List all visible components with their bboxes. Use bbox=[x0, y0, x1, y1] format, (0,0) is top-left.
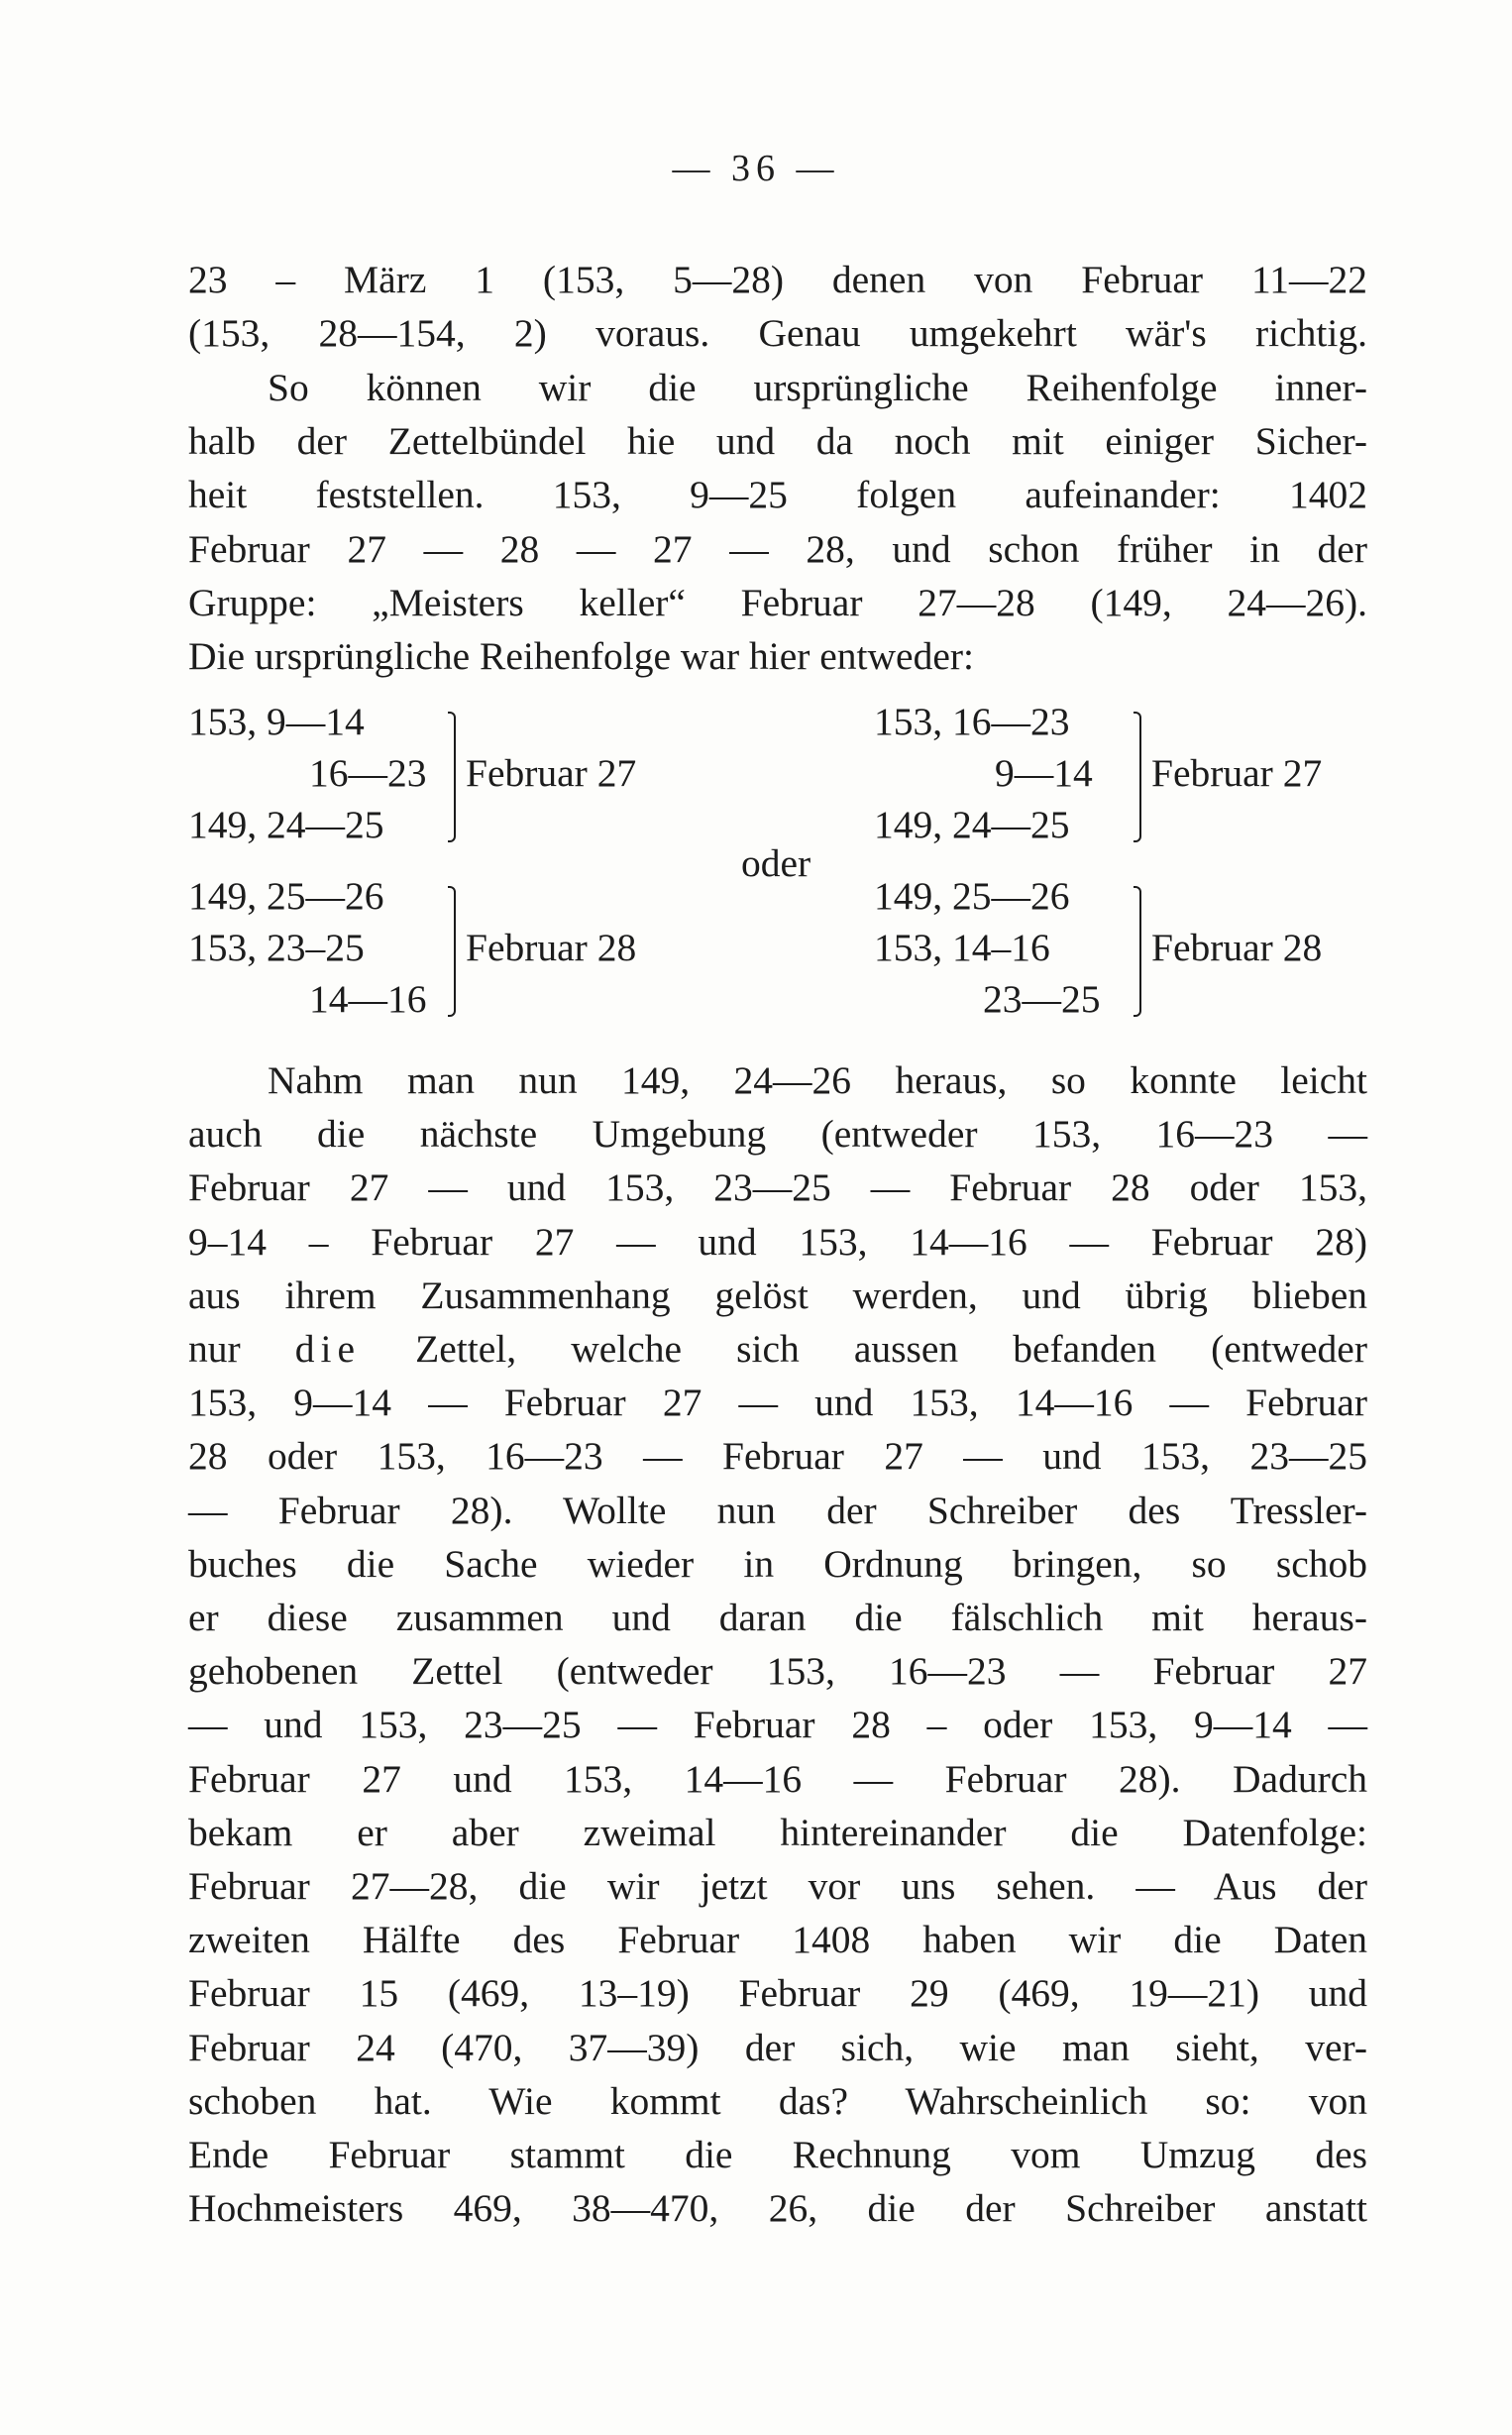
text-line: Hochmeisters 469, 38—470, 26, die der Schreiber anstatt bbox=[188, 2186, 1367, 2231]
schema-month: Februar 27 bbox=[1151, 751, 1323, 795]
text-line: Februar 27 und 153, 14—16 — Februar 28). Dadurch bbox=[188, 1756, 1367, 1801]
text-line: buches die Sache wieder in Ordnung bringen, so schob bbox=[188, 1541, 1367, 1586]
text-line: Ende Februar stammt die Rechnung vom Umzug des bbox=[188, 2133, 1367, 2177]
text-line: Februar 27—28, die wir jetzt vor uns sehen. — Aus der bbox=[188, 1864, 1367, 1909]
schema-entry: 153, 14–16 bbox=[874, 926, 1050, 969]
text-line: gehobenen Zettel (entweder 153, 16—23 — Februar 27 bbox=[188, 1649, 1367, 1694]
text-line: heit feststellen. 153, 9—25 folgen aufeinander: 1402 bbox=[188, 473, 1367, 517]
text-line: 9–14 – Februar 27 — und 153, 14—16 — Februar 28) bbox=[188, 1219, 1367, 1264]
curly-brace-icon bbox=[1134, 712, 1141, 842]
schema-entry: 149, 24—25 bbox=[188, 803, 384, 846]
text-line: Die ursprüngliche Reihenfolge war hier entweder: bbox=[188, 634, 974, 679]
page-number: — 36 — bbox=[672, 148, 840, 189]
schema-entry: 149, 25—26 bbox=[874, 874, 1070, 918]
paragraph-sequence-intro bbox=[188, 361, 1367, 683]
text-line-spaced bbox=[188, 1322, 1367, 1376]
schema-month: Februar 28 bbox=[466, 926, 637, 969]
text-line: 28 oder 153, 16—23 — Februar 27 — und 153, 23—25 bbox=[188, 1434, 1367, 1479]
schema-entry: 9—14 bbox=[995, 751, 1093, 795]
schema-entry: 14—16 bbox=[309, 977, 427, 1021]
text-line: Gruppe: „Meisters keller“ Februar 27—28 (149, 24—26). bbox=[188, 580, 1367, 624]
text-line: auch die nächste Umgebung (entweder 153, 16—23 — bbox=[188, 1112, 1367, 1157]
text-line: Februar 15 (469, 13–19) Februar 29 (469, 19—21) und bbox=[188, 1971, 1367, 2016]
text-line: bekam er aber zweimal hintereinander die Datenfolge: bbox=[188, 1810, 1367, 1854]
curly-brace-icon bbox=[448, 712, 456, 842]
text-line: So können wir die ursprüngliche Reihenfolge inner- bbox=[268, 366, 1367, 409]
text-line: 153, 9—14 — Februar 27 — und 153, 14—16 — Februar bbox=[188, 1381, 1367, 1425]
text-line: — Februar 28). Wollte nun der Schreiber des Tressler- bbox=[188, 1488, 1367, 1532]
schema-entry: 153, 9—14 bbox=[188, 700, 365, 743]
paragraph-continuation bbox=[188, 253, 1367, 360]
schema-separator: oder bbox=[741, 841, 811, 885]
text-word: Zettel, welche sich aussen befanden (entweder bbox=[415, 1327, 1367, 1372]
text-line: aus ihrem Zusammenhang gelöst werden, und übrig blieben bbox=[188, 1273, 1367, 1317]
paragraph-analysis bbox=[188, 1053, 1367, 2235]
curly-brace-icon bbox=[448, 886, 456, 1017]
schema-entry: 153, 23–25 bbox=[188, 926, 365, 969]
schema-entry: 153, 16—23 bbox=[874, 700, 1070, 743]
text-line: Februar 27 — 28 — 27 — 28, und schon früher in der bbox=[188, 526, 1367, 571]
curly-brace-icon bbox=[1134, 886, 1141, 1017]
schema-entry: 149, 25—26 bbox=[188, 874, 384, 918]
schema-month: Februar 28 bbox=[1151, 926, 1323, 969]
schema-month: Februar 27 bbox=[466, 751, 637, 795]
text-line: 23 – März 1 (153, 5—28) denen von Februar 11—22 bbox=[188, 258, 1367, 301]
schema-entry: 16—23 bbox=[309, 751, 427, 795]
schema-entry: 149, 24—25 bbox=[874, 803, 1070, 846]
text-line: — und 153, 23—25 — Februar 28 – oder 153, 9—14 — bbox=[188, 1703, 1367, 1747]
text-line: schoben hat. Wie kommt das? Wahrscheinlich so: von bbox=[188, 2078, 1367, 2123]
text-line: Februar 27 — und 153, 23—25 — Februar 28 oder 153, bbox=[188, 1165, 1367, 1210]
schema-entry: 23—25 bbox=[983, 977, 1101, 1021]
emphasized-word: die bbox=[294, 1327, 362, 1372]
text-line: Nahm man nun 149, 24—26 heraus, so konnte leicht bbox=[268, 1058, 1367, 1102]
text-line: zweiten Hälfte des Februar 1408 haben wir die Daten bbox=[188, 1918, 1367, 1962]
text-line: er diese zusammen und daran die fälschlich mit heraus- bbox=[188, 1596, 1367, 1640]
text-line: (153, 28—154, 2) voraus. Genau umgekehrt wär's richtig. bbox=[188, 311, 1367, 356]
text-line: Februar 24 (470, 37—39) der sich, wie man sieht, ver- bbox=[188, 2025, 1367, 2069]
text-word: nur bbox=[188, 1327, 241, 1372]
text-line: halb der Zettelbündel hie und da noch mit einiger Sicher- bbox=[188, 419, 1367, 464]
